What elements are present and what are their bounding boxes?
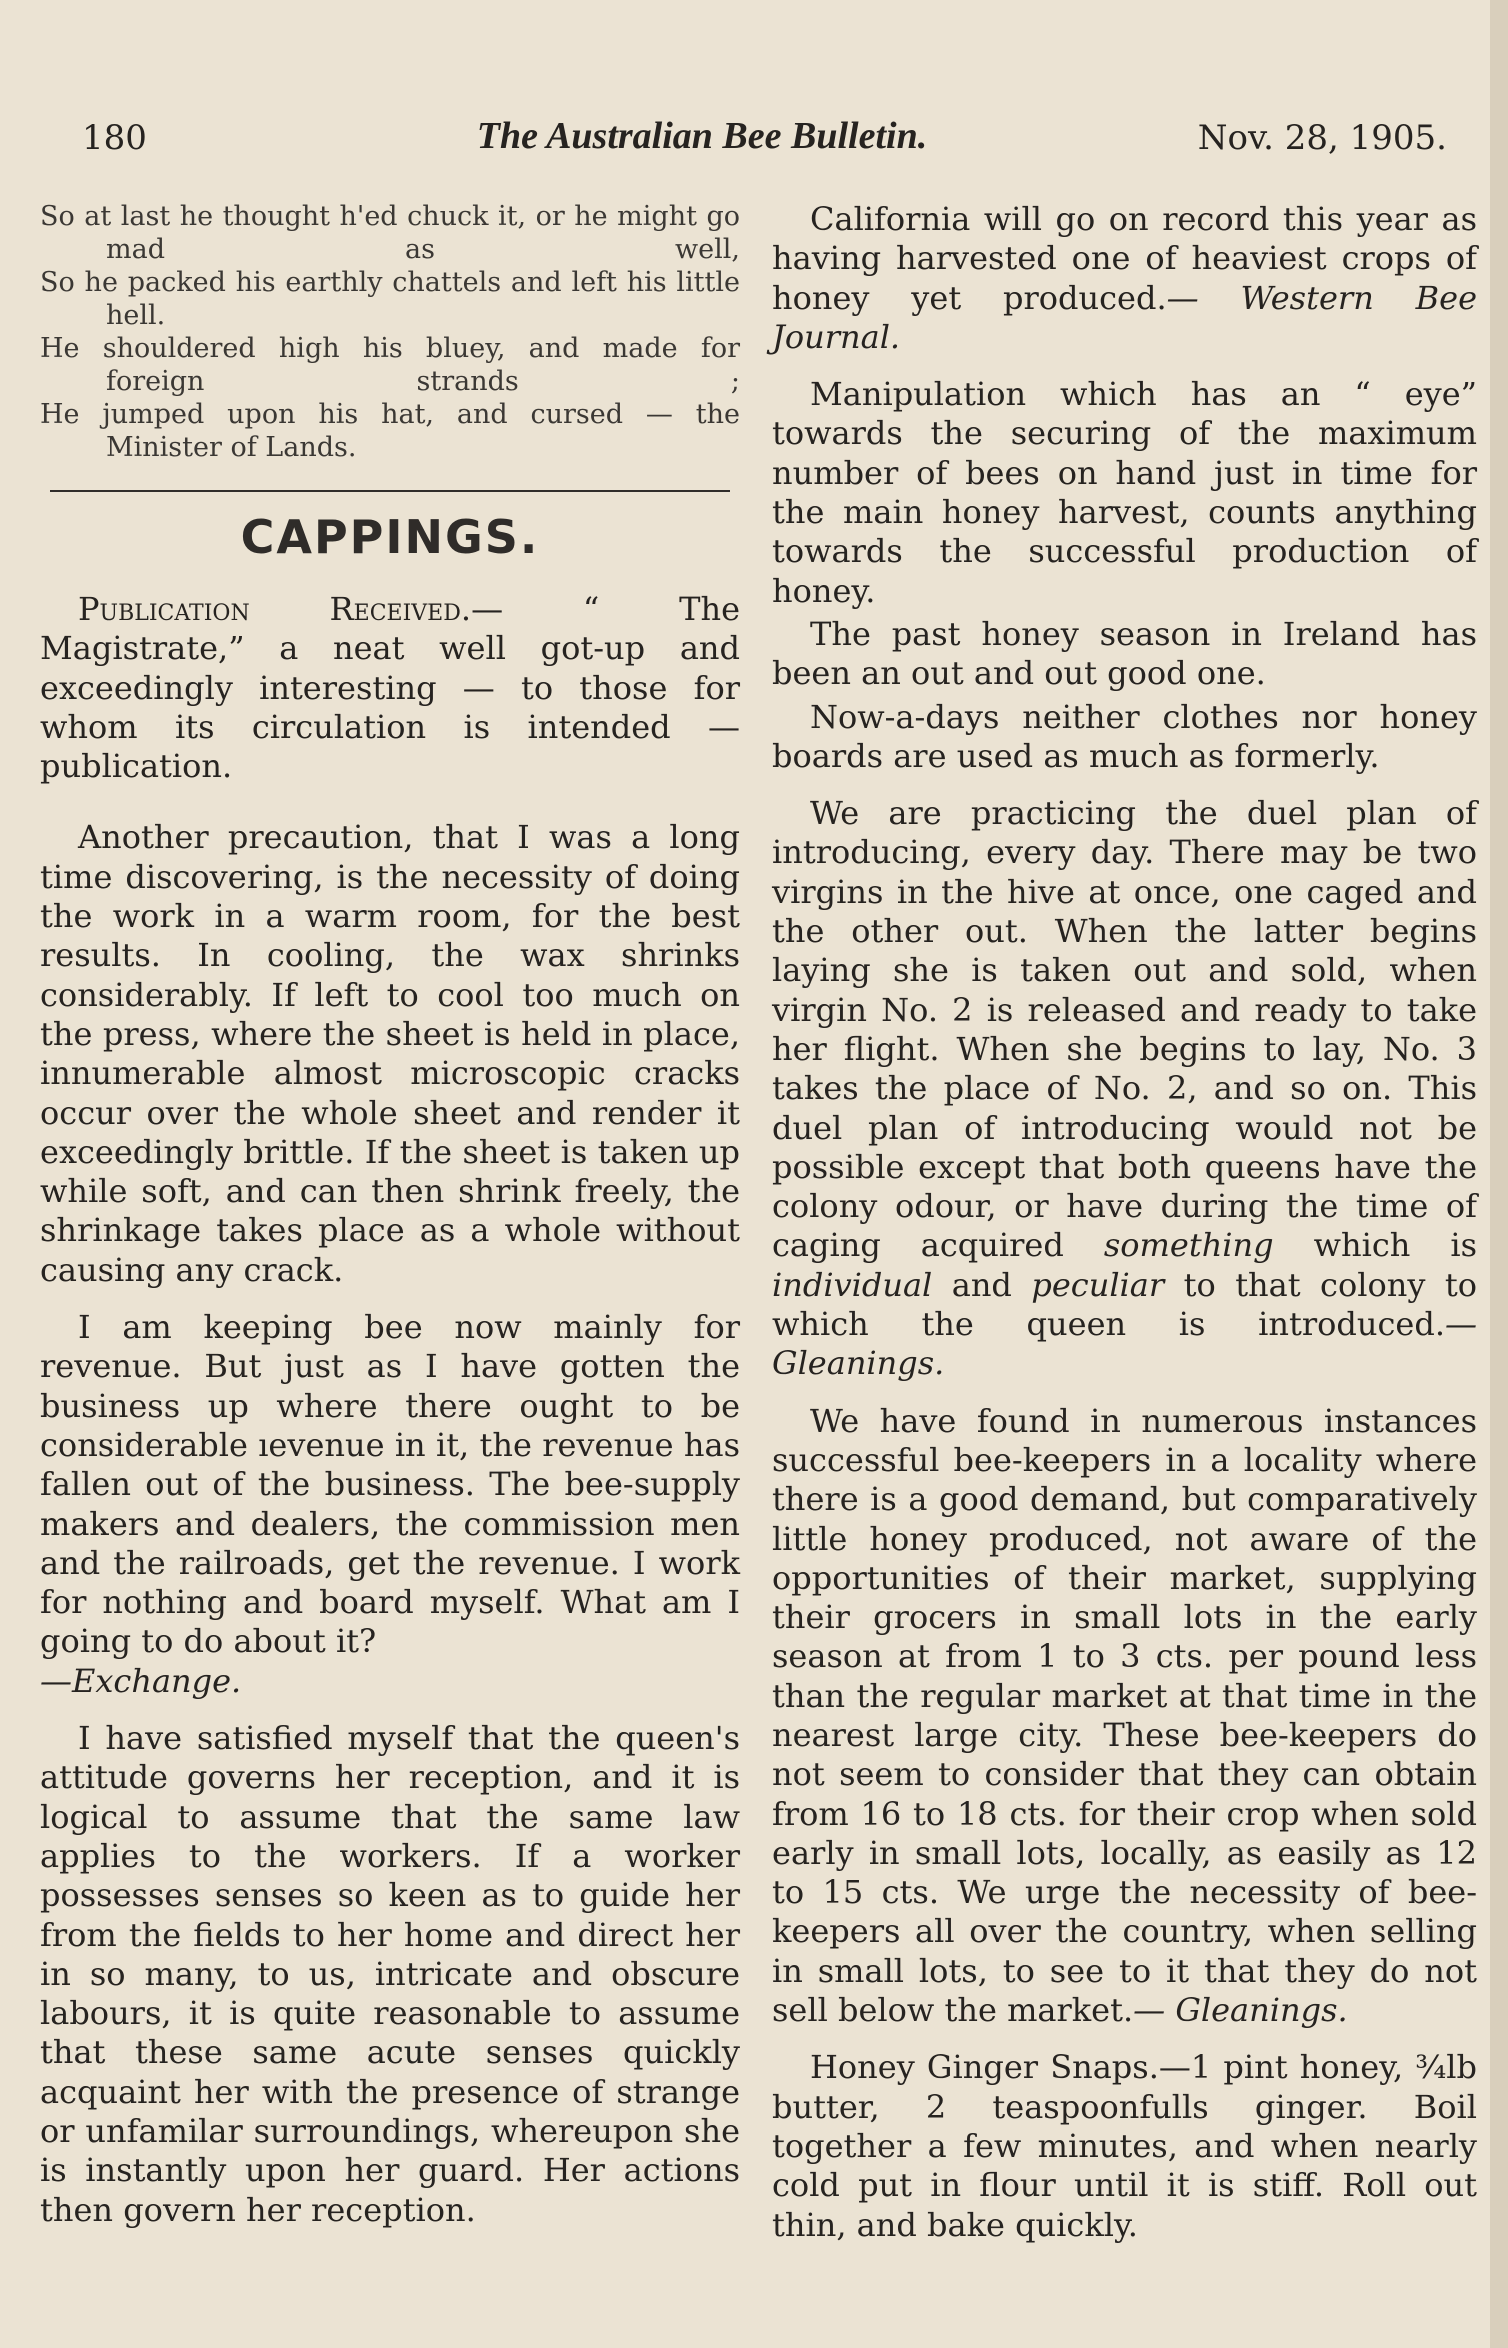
duel-plan-paragraph bbox=[772, 794, 1477, 1383]
publication-text: — “ The Magistrate,” a neat well got-up and exceedingly interesting — to those for whom its circulation is intended — publication. bbox=[40, 590, 741, 786]
page-number: 180 bbox=[82, 118, 147, 158]
duel-text: We are practicing the duel plan of introducing, every day. There may be two virgins in the hive at once, one caged and the other out. When the latter begins laying she is taken out and sold, when virgin No. 2 is released and ready to take her flight. When she begins to lay, No. 3 takes the place of No. 2, and so on. This duel plan of introducing would not be possible except that both queens have the colony odour, or have during the time of caging acquired bbox=[772, 794, 1477, 1265]
market-paragraph bbox=[772, 1402, 1477, 2031]
revenue-paragraph bbox=[40, 1308, 740, 1701]
ireland-paragraph: The past honey season in Ireland has been an out and out good one. bbox=[772, 614, 1477, 693]
section-divider bbox=[50, 490, 730, 492]
ginger-snaps-paragraph: Honey Ginger Snaps.—1 pint honey, ¾lb butter, 2 teaspoonfulls ginger. Boil together a few minutes, and when nearly cold put in flour until it is stiff. Roll out thin, and bake quickly. bbox=[772, 2048, 1477, 2244]
market-source: — Gleanings. bbox=[1133, 1991, 1348, 2030]
duel-join: and bbox=[951, 1265, 1012, 1304]
issue-date: Nov. 28, 1905. bbox=[1197, 118, 1447, 158]
queen-paragraph: I have satisfied myself that the queen's attitude governs her reception, and it is logical to assume that the same law applies to the workers. If a worker possesses senses so keen as to guide her from the fields to her home and direct her in so many, to us, intricate and obscure labours, it is quite reasonable to assume that these same acute senses quickly acquaint her with the presence of strange or unfamilar surroundings, whereupon she is instantly upon her guard. Her actions then govern her reception. bbox=[40, 1719, 740, 2229]
duel-emphasis: individual bbox=[772, 1265, 933, 1304]
poem-line: He shouldered high his bluey, and made for foreign strands ; bbox=[40, 333, 740, 397]
duel-emphasis: peculiar bbox=[1031, 1265, 1165, 1304]
poem-line: So at last he thought h'ed chuck it, or he might go mad as well, bbox=[40, 201, 740, 265]
poem-line: He jumped upon his hat, and cursed — the Minister of Lands. bbox=[40, 399, 740, 463]
right-column bbox=[772, 200, 1477, 2245]
wax-paragraph: Another precaution, that I was a long time discovering, is the necessity of doing the work in a warm room, for the best results. In cooling, the wax shrinks considerably. If left to cool too much on the press, where the sheet is held in place, innumerable almost microscopic cracks occur over the whole sheet and render it exceedingly brittle. If the sheet is taken up while soft, and can then shrink freely, the shrinkage takes place as a whole without causing any crack. bbox=[40, 818, 740, 1289]
section-heading: CAPPINGS. bbox=[240, 510, 540, 564]
poem-line: So he packed his earthly chattels and left his little hell. bbox=[40, 267, 740, 331]
page-header bbox=[82, 115, 1447, 168]
duel-emphasis: something bbox=[1103, 1226, 1274, 1265]
california-text: California will go on record this year as having harvested one of heaviest crops of honey yet produced. bbox=[772, 200, 1477, 317]
publication-label: Publication Received. bbox=[78, 590, 472, 628]
market-text: We have found in numerous instances successful bee-keepers in a locality where there is a good demand, but comparatively little honey produced, not aware of the opportunities of their market, supplying their grocers in small lots in the early season at from 1 to 3 cts. per pound less than the regular market at that time in the nearest large city. These bee-keepers do not seem to consider that they can obtain from 16 to 18 cts. for their crop when sold early in small lots, locally, as easily as 12 to 15 cts. We urge the necessity of bee-keepers all over the country, when selling in small lots, to see to it that they do not sell below the market. bbox=[772, 1401, 1477, 2030]
revenue-text: I am keeping bee now mainly for revenue. But just as I have gotten the business up where there ought to be considerable ıevenue in it, the revenue has fallen out of the business. The bee-supply makers and dealers, the commission men and the railroads, get the revenue. I work for nothing and board myself. What am I going to do about it? bbox=[40, 1308, 740, 1661]
publication-paragraph bbox=[40, 590, 740, 786]
revenue-source: —Exchange. bbox=[40, 1661, 242, 1700]
left-column bbox=[40, 200, 740, 2230]
poem bbox=[40, 200, 740, 464]
page-edge bbox=[1490, 0, 1508, 2348]
duel-source: —Gleanings. bbox=[772, 1305, 1477, 1383]
manipulation-paragraph: Manipulation which has an “ eye” towards the securing of the maximum number of bees on hand just in time for the main honey harvest, counts anything towards the successful production of honey. bbox=[772, 375, 1477, 610]
california-paragraph bbox=[772, 200, 1477, 357]
duel-join: which is bbox=[1313, 1226, 1478, 1265]
california-source: — Western Bee Journal. bbox=[772, 278, 1478, 356]
journal-title: The Australian Bee Bulletin. bbox=[476, 115, 928, 157]
clothes-paragraph: Now-a-days neither clothes nor honey boards are used as much as formerly. bbox=[772, 697, 1477, 775]
duel-text-end: to that colony to which the queen is introduced. bbox=[772, 1265, 1477, 1344]
